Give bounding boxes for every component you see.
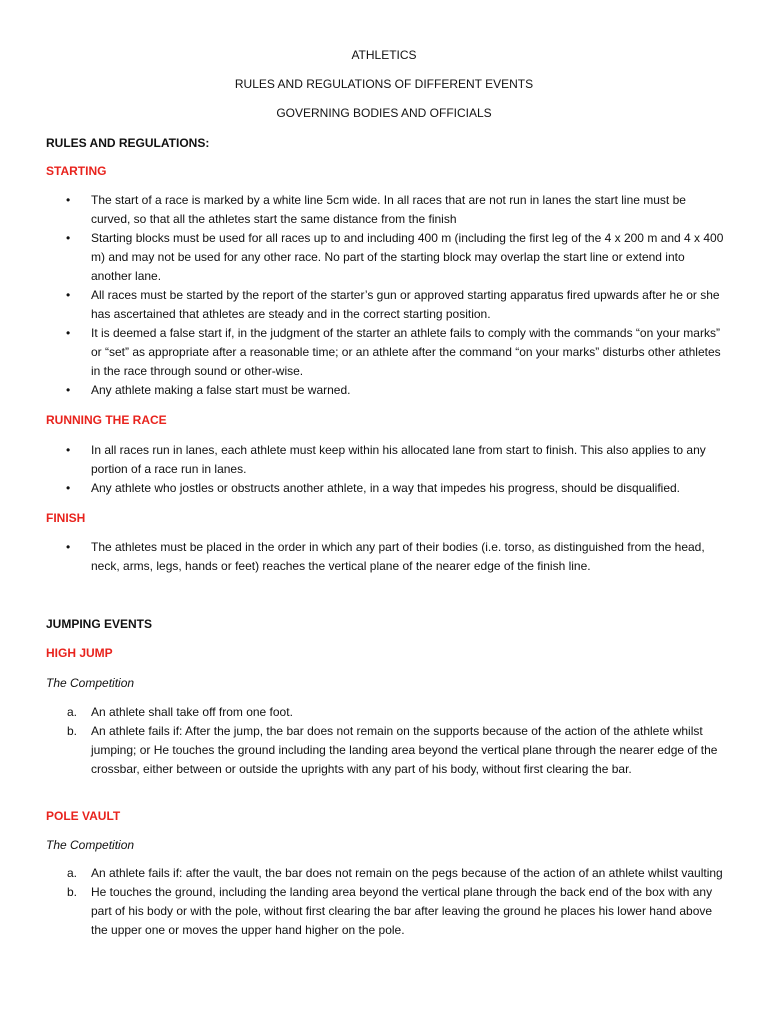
high-jump-subtitle: The Competition	[46, 676, 135, 690]
high-jump-heading: HIGH JUMP	[46, 646, 113, 660]
list-marker: a.	[67, 705, 78, 719]
list-item-text: He touches the ground, including the landing area beyond the vertical plane through the back end of the box with any part of his body or with the pole, without first clearing the bar after leaving the ground he places his lower hand above the upper one or moves the upper hand higher on the pole.	[91, 885, 713, 937]
list-marker: b.	[67, 885, 78, 899]
list-item	[0, 324, 724, 381]
bullet-icon: •	[66, 540, 71, 554]
list-item-text: An athlete fails if: after the vault, the bar does not remain on the pegs because of the action of an athlete whilst vaulting	[91, 866, 723, 880]
list-item-text: Any athlete making a false start must be warned.	[91, 383, 351, 397]
list-item	[0, 381, 724, 400]
list-item-text: In all races run in lanes, each athlete must keep within his allocated lane from start to finish. This also applies to any portion of a race run in lanes.	[91, 443, 706, 476]
list-item-text: An athlete shall take off from one foot.	[91, 705, 293, 719]
list-item-text: Any athlete who jostles or obstructs another athlete, in a way that impedes his progress, should be disqualified.	[91, 481, 681, 495]
running-list	[0, 441, 724, 498]
list-item	[0, 883, 724, 940]
finish-heading: FINISH	[46, 511, 86, 525]
list-item-text: The start of a race is marked by a white line 5cm wide. In all races that are not run in lanes the start line must be curved, so that all the athletes start the same distance from the finish	[91, 193, 686, 226]
list-item	[0, 286, 724, 324]
bullet-icon: •	[66, 383, 71, 397]
doc-subtitle: RULES AND REGULATIONS OF DIFFERENT EVENTS	[234, 77, 534, 91]
pole-vault-heading: POLE VAULT	[46, 809, 121, 823]
list-item	[0, 191, 724, 229]
running-heading: RUNNING THE RACE	[46, 413, 167, 427]
pole-vault-list	[0, 864, 724, 940]
bullet-icon: •	[66, 443, 71, 457]
list-item	[0, 864, 724, 883]
list-item	[0, 479, 724, 498]
list-marker: a.	[67, 866, 78, 880]
starting-heading: STARTING	[46, 164, 107, 178]
list-item-text: Starting blocks must be used for all races up to and including 400 m (including the first leg of the 4 x 200 m and 4 x 400 m) and may not be used for any other race. No part of the starting block may overlap the start line or extend into another lane.	[91, 231, 724, 283]
bullet-icon: •	[66, 231, 71, 245]
high-jump-list	[0, 703, 724, 779]
list-item-text: It is deemed a false start if, in the judgment of the starter an athlete fails to comply with the commands “on your marks” or “set” as appropriate after a reasonable time; or an athlete after the command “on your marks” disturbs other athletes in the race through sound or other-wise.	[91, 326, 721, 378]
bullet-icon: •	[66, 193, 71, 207]
bullet-icon: •	[66, 288, 71, 302]
list-marker: b.	[67, 724, 78, 738]
doc-subtitle-2: GOVERNING BODIES AND OFFICIALS	[276, 106, 492, 120]
finish-list	[0, 538, 724, 576]
list-item	[0, 441, 724, 479]
bullet-icon: •	[66, 481, 71, 495]
jumping-heading: JUMPING EVENTS	[46, 617, 153, 631]
list-item	[0, 538, 724, 576]
bullet-icon: •	[66, 326, 71, 340]
list-item-text: An athlete fails if: After the jump, the bar does not remain on the supports because of the action of the athlete whilst jumping; or He touches the ground including the landing area beyond the vertical plane through the nearer edge of the crossbar, either between or outside the uprights with any part of his body, without first clearing the bar.	[91, 724, 718, 776]
starting-list	[0, 191, 724, 400]
list-item	[0, 703, 724, 722]
list-item-text: The athletes must be placed in the order in which any part of their bodies (i.e. torso, as distinguished from the head, neck, arms, legs, hands or feet) reaches the vertical plane of the nearer edge of the finish line.	[91, 540, 705, 573]
doc-title: ATHLETICS	[351, 48, 417, 62]
list-item	[0, 229, 724, 286]
list-item-text: All races must be started by the report of the starter’s gun or approved starting apparatus fired upwards after he or she has ascertained that athletes are steady and in the correct starting position.	[91, 288, 720, 321]
list-item	[0, 722, 724, 779]
rules-heading: RULES AND REGULATIONS:	[46, 136, 210, 150]
pole-vault-subtitle: The Competition	[46, 838, 135, 852]
